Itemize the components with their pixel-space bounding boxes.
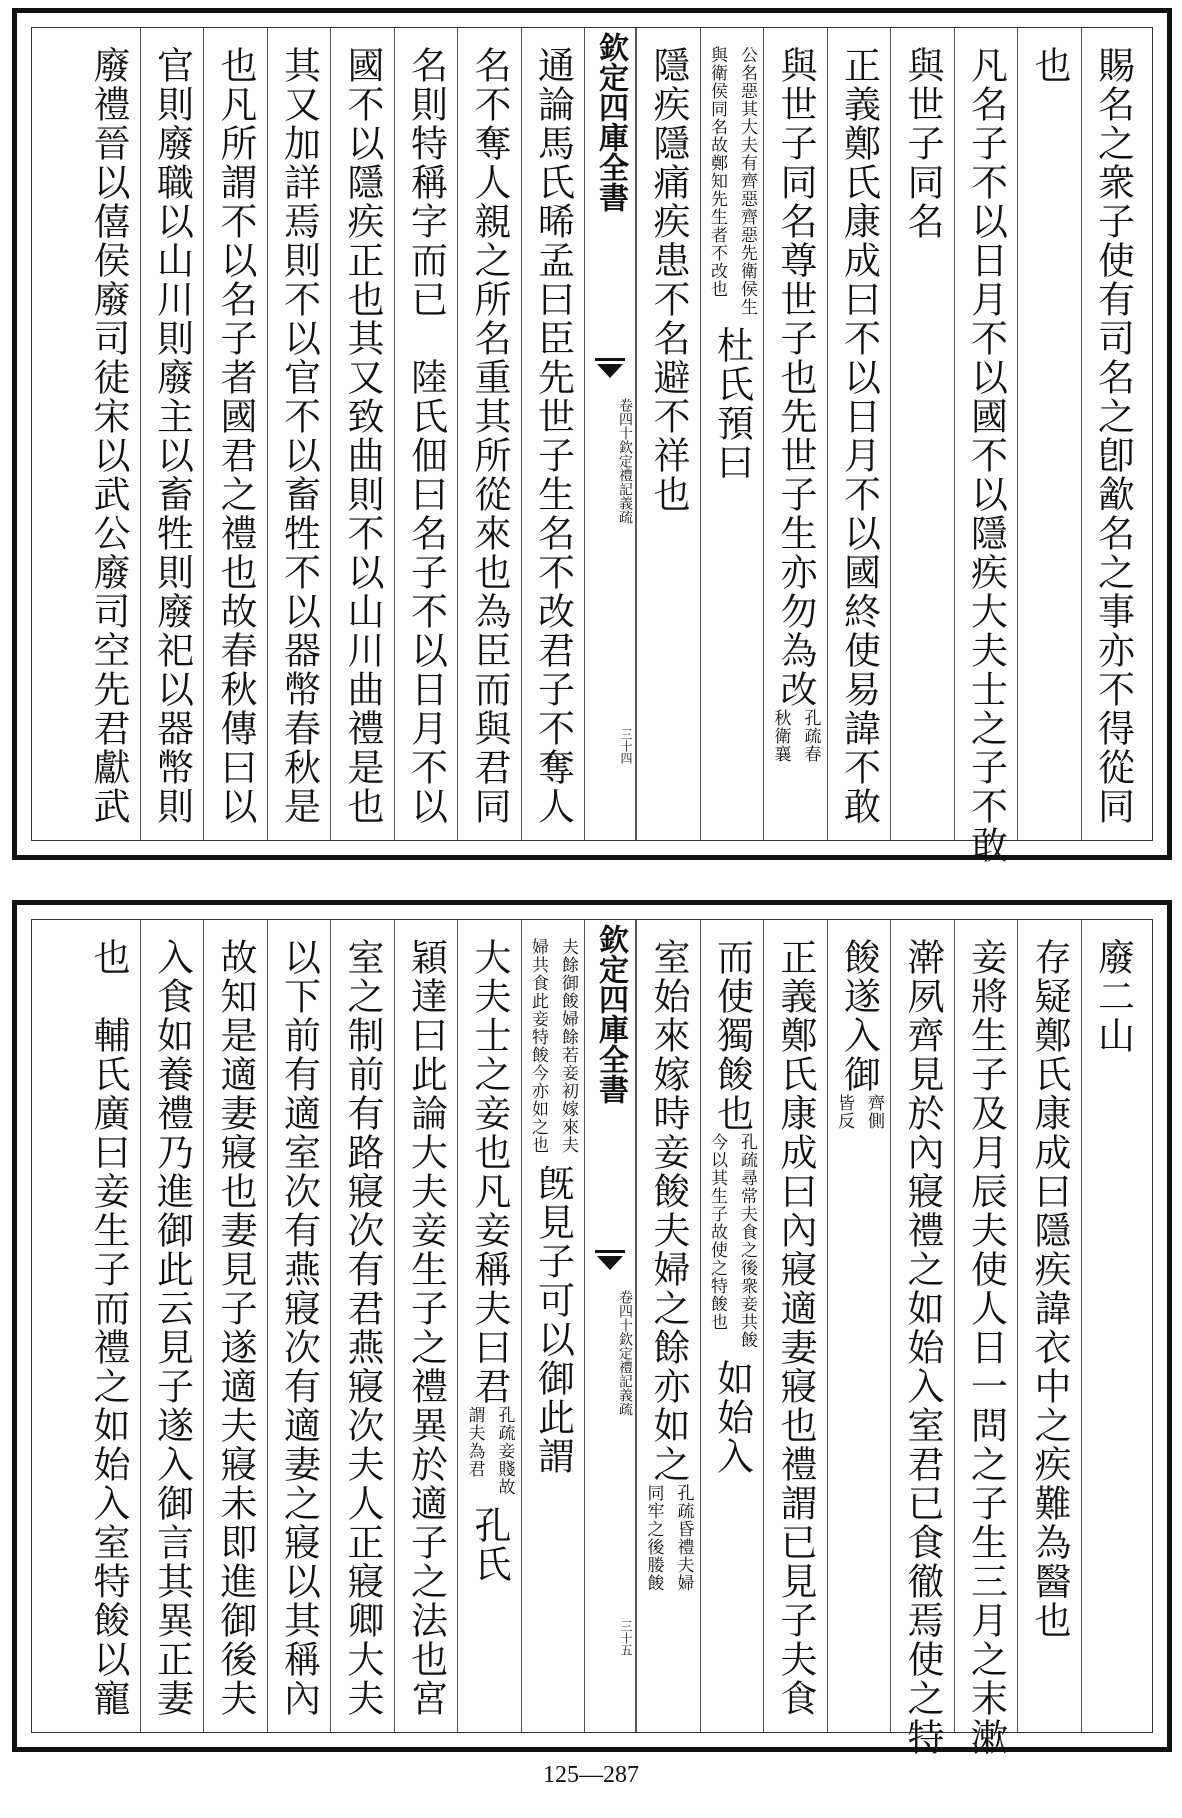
column-tail-text: 如始入 — [710, 1359, 754, 1476]
text-column — [521, 920, 585, 1732]
commentary-left-line: 謂夫為君 — [464, 1406, 485, 1478]
fold-book-title: 欽定禮記義疏 — [617, 440, 633, 524]
text-column — [636, 920, 700, 1732]
fold-volume: 卷四十 — [617, 398, 633, 440]
column-main-text: 故知是適妻寢也妻見子遂適夫寢未即進御後夫 — [214, 938, 257, 1718]
text-column — [954, 28, 1018, 865]
fold-volume: 卷四十 — [617, 1290, 633, 1332]
commentary-right-line: 孔疏昏禮夫婦 — [673, 1484, 694, 1592]
column-main-text: 也凡所謂不以名子者國君之禮也故春秋傳曰以 — [214, 46, 257, 826]
fold-subtitle — [585, 1290, 635, 1416]
text-column — [203, 920, 267, 1732]
text-column — [457, 920, 521, 1732]
column-main-text: 入食如養禮乃進御此云見子遂入御言其異正妻 — [150, 938, 194, 1718]
column-main-text: 凡名子不以日月不以國不以隱疾大夫士之子不敢 — [964, 46, 1008, 865]
column-main-text: 室之制前有路寢次有君燕寢次夫人正寢卿大夫 — [341, 938, 384, 1718]
commentary-right-line: 孔疏尋常夫食之後衆妾共餕 — [737, 1133, 757, 1349]
text-column — [140, 920, 204, 1732]
text-column — [267, 920, 331, 1732]
column-main-text: 大夫士之妾也凡妾稱夫曰君 — [468, 938, 511, 1406]
bottom-page — [12, 900, 1172, 1757]
footer-page-number: 125—287 — [543, 1762, 639, 1788]
text-column — [394, 28, 458, 840]
column-main-text: 與世子同名 — [901, 46, 944, 241]
column-main-text: 室始來嫁時妾餕夫婦之餘亦如之 — [647, 938, 690, 1484]
text-column — [330, 28, 394, 840]
column-main-text: 名則特稱字而已 陸氏佃曰名子不以日月不以 — [404, 46, 448, 826]
column-main-text: 澣夙齊見於內寢禮之如始入室君已食徹焉使之特 — [901, 938, 944, 1757]
column-main-text: 也 — [1028, 46, 1071, 85]
fold-title: 欽定四庫全書 — [593, 924, 628, 1104]
text-column — [76, 28, 140, 840]
inline-commentary — [524, 938, 583, 1154]
text-column — [330, 920, 394, 1732]
bottom-text-frame — [31, 919, 1153, 1757]
commentary-left-line: 同牢之後媵餕 — [643, 1484, 664, 1592]
column-main-text: 而使獨餕也 — [710, 938, 754, 1133]
inline-commentary — [703, 1133, 762, 1349]
inline-commentary — [460, 1406, 519, 1496]
commentary-right-line: 孔疏妾賤故 — [494, 1406, 515, 1496]
commentary-right-line: 夫餘御餕婦餘若妾初嫁來夫 — [558, 938, 578, 1154]
text-column — [763, 920, 827, 1732]
column-main-text: 賜名之衆子使有司名之卽㱃名之事亦不得從同 — [1091, 46, 1135, 826]
inline-commentary — [830, 1094, 889, 1130]
inline-commentary — [703, 46, 762, 316]
top-page — [12, 8, 1172, 865]
text-column — [1017, 28, 1081, 840]
fold-subtitle — [585, 398, 635, 524]
text-column — [457, 28, 521, 840]
commentary-right-line: 公名惡其大夫有齊惡齊惡先衛侯生 — [737, 46, 757, 316]
text-column — [1081, 920, 1145, 1732]
text-column — [827, 28, 891, 840]
fold-leaf-number: 三十四 — [619, 728, 633, 764]
text-column — [1081, 28, 1145, 840]
text-column — [394, 920, 458, 1732]
fishtail-mark-icon — [595, 358, 625, 387]
column-main-text: 通論馬氏晞孟曰臣先世子生名不改君子不奪人 — [531, 46, 575, 826]
inline-commentary — [639, 1484, 698, 1592]
text-column — [267, 28, 331, 840]
column-tail-text: 杜氏預曰 — [710, 326, 754, 482]
text-column — [700, 920, 764, 1732]
column-main-text: 存疑鄭氏康成曰隱疾諱衣中之疾難為醫也 — [1028, 938, 1071, 1640]
commentary-left-line: 秋衛襄 — [770, 709, 791, 763]
column-main-text: 官則廢職以山川則廢主以畜牲則廢祀以器幣則 — [150, 46, 194, 826]
top-text-frame — [31, 27, 1153, 865]
commentary-left-line: 皆反 — [834, 1094, 854, 1130]
commentary-left-line: 今以其生子故使之特餕也 — [707, 1133, 727, 1331]
column-main-text: 正義鄭氏康成曰不以日月不以國終使易諱不敢 — [837, 46, 881, 826]
text-column — [827, 920, 891, 1732]
fold-center-column — [584, 920, 636, 1732]
text-column — [890, 28, 954, 840]
column-main-text: 穎達曰此論大夫妾生子之禮異於適子之法也宮 — [404, 938, 448, 1718]
column-main-text: 也 輔氏廣曰妾生子而禮之如始入室特餕以寵 — [87, 938, 130, 1718]
column-main-text: 國不以隱疾正也其又致曲則不以山川曲禮是也 — [341, 46, 384, 826]
column-main-text: 廢禮晉以僖侯廢司徒宋以武公廢司空先君獻武 — [87, 46, 130, 826]
column-tail-text: 旣見子可以御此謂 — [531, 1164, 575, 1476]
column-main-text: 妾將生子及月辰夫使人日一問之子生三月之末漱 — [964, 938, 1008, 1757]
commentary-left-line: 婦共食此妾特餕今亦如之也 — [528, 938, 548, 1154]
column-main-text: 其又加詳焉則不以官不以畜牲不以器幣春秋是 — [277, 46, 321, 826]
column-main-text: 以下前有適室次有燕寢次有適妻之寢以其稱內 — [277, 938, 321, 1718]
text-column — [203, 28, 267, 840]
inline-commentary — [766, 709, 825, 763]
text-column — [890, 920, 954, 1757]
text-column — [521, 28, 585, 840]
text-column — [954, 920, 1018, 1757]
text-column — [1017, 920, 1081, 1732]
fold-center-column — [584, 28, 636, 840]
fishtail-mark-icon — [595, 1250, 625, 1279]
commentary-right-line: 齊側 — [864, 1094, 884, 1130]
text-column — [763, 28, 827, 840]
column-main-text: 廢二山 — [1091, 938, 1135, 1055]
text-column — [700, 28, 764, 840]
fold-title: 欽定四庫全書 — [593, 32, 628, 212]
fold-leaf-number: 三十五 — [619, 1620, 633, 1656]
column-main-text: 隱疾隱痛疾患不名避不祥也 — [647, 46, 690, 514]
column-main-text: 名不奪人親之所名重其所從來也為臣而與君同 — [468, 46, 511, 826]
column-tail-text: 孔氏 — [468, 1506, 511, 1584]
column-main-text: 餕遂入御 — [837, 938, 881, 1094]
text-column — [636, 28, 700, 840]
column-main-text: 與世子同名尊世子也先世子生亦勿為改 — [774, 46, 817, 709]
commentary-right-line: 孔疏春 — [800, 709, 821, 763]
text-column — [76, 920, 140, 1732]
text-column — [140, 28, 204, 840]
commentary-left-line: 與衛侯同名故鄭知先生者不改也 — [707, 46, 727, 298]
column-main-text: 正義鄭氏康成曰內寢適妻寢也禮謂已見子夫食 — [774, 938, 817, 1718]
fold-book-title: 欽定禮記義疏 — [617, 1332, 633, 1416]
